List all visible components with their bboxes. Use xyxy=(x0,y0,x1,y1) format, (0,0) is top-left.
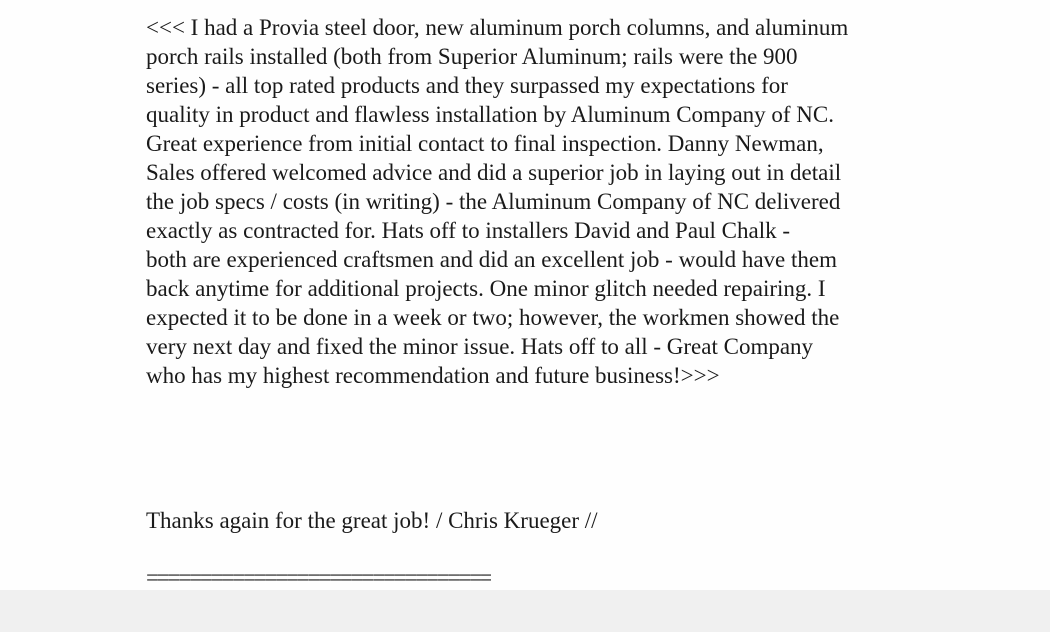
separator-rule: ================================ xyxy=(146,565,491,590)
text-line: Sales offered welcomed advice and did a superior job in laying out in detail xyxy=(146,160,842,185)
text-line: exactly as contracted for. Hats off to installers David and Paul Chalk - xyxy=(146,218,791,243)
text-line: back anytime for additional projects. One minor glitch needed repairing. I xyxy=(146,276,826,301)
text-line: expected it to be done in a week or two; however, the workmen showed the xyxy=(146,305,840,330)
scan-bottom-margin xyxy=(0,590,1050,632)
text-line: porch rails installed (both from Superior Aluminum; rails were the 900 xyxy=(146,44,798,69)
closing-signature: Thanks again for the great job! / Chris Krueger // xyxy=(146,508,598,533)
text-line: <<< I had a Provia steel door, new aluminum porch columns, and aluminum xyxy=(146,15,849,40)
text-line: quality in product and flawless installation by Aluminum Company of NC. xyxy=(146,102,835,127)
text-line: series) - all top rated products and they surpassed my expectations for xyxy=(146,73,788,98)
text-line: both are experienced craftsmen and did an excellent job - would have them xyxy=(146,247,837,272)
testimonial-text xyxy=(146,13,926,390)
text-line: Great experience from initial contact to final inspection. Danny Newman, xyxy=(146,131,824,156)
text-line: the job specs / costs (in writing) - the Aluminum Company of NC delivered xyxy=(146,189,841,214)
text-line: who has my highest recommendation and future business!>>> xyxy=(146,363,720,388)
text-line: very next day and fixed the minor issue. Hats off to all - Great Company xyxy=(146,334,814,359)
